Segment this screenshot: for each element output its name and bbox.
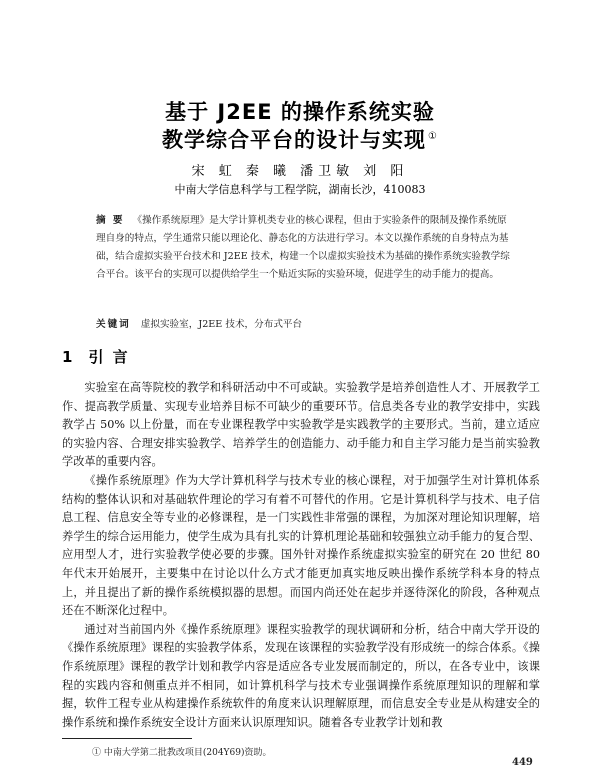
title-footnote-mark: ① — [428, 131, 438, 142]
page-number: 449 — [512, 757, 533, 768]
keywords-label: 关键词 — [96, 319, 131, 330]
section-title: 引 言 — [88, 348, 130, 366]
title-line2-text: 教学综合平台的设计与实现 — [162, 128, 427, 152]
paper-title-line2 — [0, 124, 600, 154]
paragraph: 《操作系统原理》作为大学计算机科学与技术专业的核心课程，对于加强学生对计算机体系结构的整体认识和对基础软件理论的学习有着不可替代的作用。它是计算机科学与技术、电子信息工程、信息安全等专业的必修课程，是一门实践性非常强的课程，为加深对理论知识理解，培养学生的综合运用能力，使学生成为具有扎实的计算机理论基础和较强独立动手能力的复合型、应用型人才，进行实验教学使必要的步骤。国外针对操作系统虚拟实验室的研究在 20 世纪 80 年代末开始展开，主要集中在讨论以什么方式才能更加真实地反映出操作系统学科本身的特点上，并且提出了新的操作系统模拟器的思想。而国内尚还处在起步并逐待深化的阶段，各种观点还在不断深化过程中。 — [62, 473, 540, 618]
footnote-rule — [62, 738, 192, 739]
title-line1-text: 基于 J2EE 的操作系统实验 — [165, 100, 435, 124]
keywords — [96, 316, 516, 330]
paragraph: 通过对当前国内外《操作系统原理》课程实验教学的现状调研和分析，结合中南大学开设的《操作系统原理》课程的实验教学体系，发现在该课程的实验教学没有形成统一的综合体系。《操作系统原理》课程的教学计划和教学内容是适应各专业发展而制定的，所以，在各专业中，该课程的实践内容和侧重点并不相同，如计算机科学与技术专业强调操作系统原理知识的理解和掌握，软件工程专业从构建操作系统软件的角度来认识理解原理，而信息安全专业是从构建安全的操作系统和操作系统安全设计方面来认识原理知识。随着各专业教学计划和教 — [62, 622, 540, 729]
abstract-text: 《操作系统原理》是大学计算机类专业的核心课程，但由于实验条件的限制及操作系统原理自身的特点，学生通常只能以理论化、静态化的方法进行学习。本文以操作系统的自身特点为基础，结合虚拟实验平台技术和 J2EE 技术，构建一个以虚拟实验技术为基础的操作系统实验教学综合平台。该平台的实现可以提供给学生一个贴近实际的实验环境，促进学生的动手能力的提高。 — [96, 215, 510, 280]
keywords-text: 虚拟实验室，J2EE 技术，分布式平台 — [140, 319, 303, 330]
abstract — [96, 212, 516, 284]
footnote: ① 中南大学第二批教改项目(204Y69)资助。 — [92, 748, 272, 758]
paper-title-line1 — [0, 96, 600, 126]
affiliation: 中南大学信息科学与工程学院，湖南长沙，410083 — [174, 183, 426, 196]
section-heading — [62, 346, 130, 367]
authors: 宋 虹 秦 曦 潘卫敏 刘 阳 — [191, 164, 409, 179]
body-text — [62, 379, 540, 732]
abstract-label: 摘 要 — [96, 215, 125, 226]
section-number: 1 — [62, 348, 75, 366]
paragraph: 实验室在高等院校的教学和科研活动中不可或缺。实验教学是培养创造性人才、开展教学工作、提高教学质量、实现专业培养目标不可缺少的重要环节。信息类各专业的教学安排中，实践教学占 50% 以上份量，而在专业课程教学中实验教学是实践教学的主要形式。当前，建立适应的实验内容、合理安排实验教学、培养学生的创造能力、动手能力和自主学习能力是当前实验教学改革的重要内容。 — [62, 381, 540, 469]
